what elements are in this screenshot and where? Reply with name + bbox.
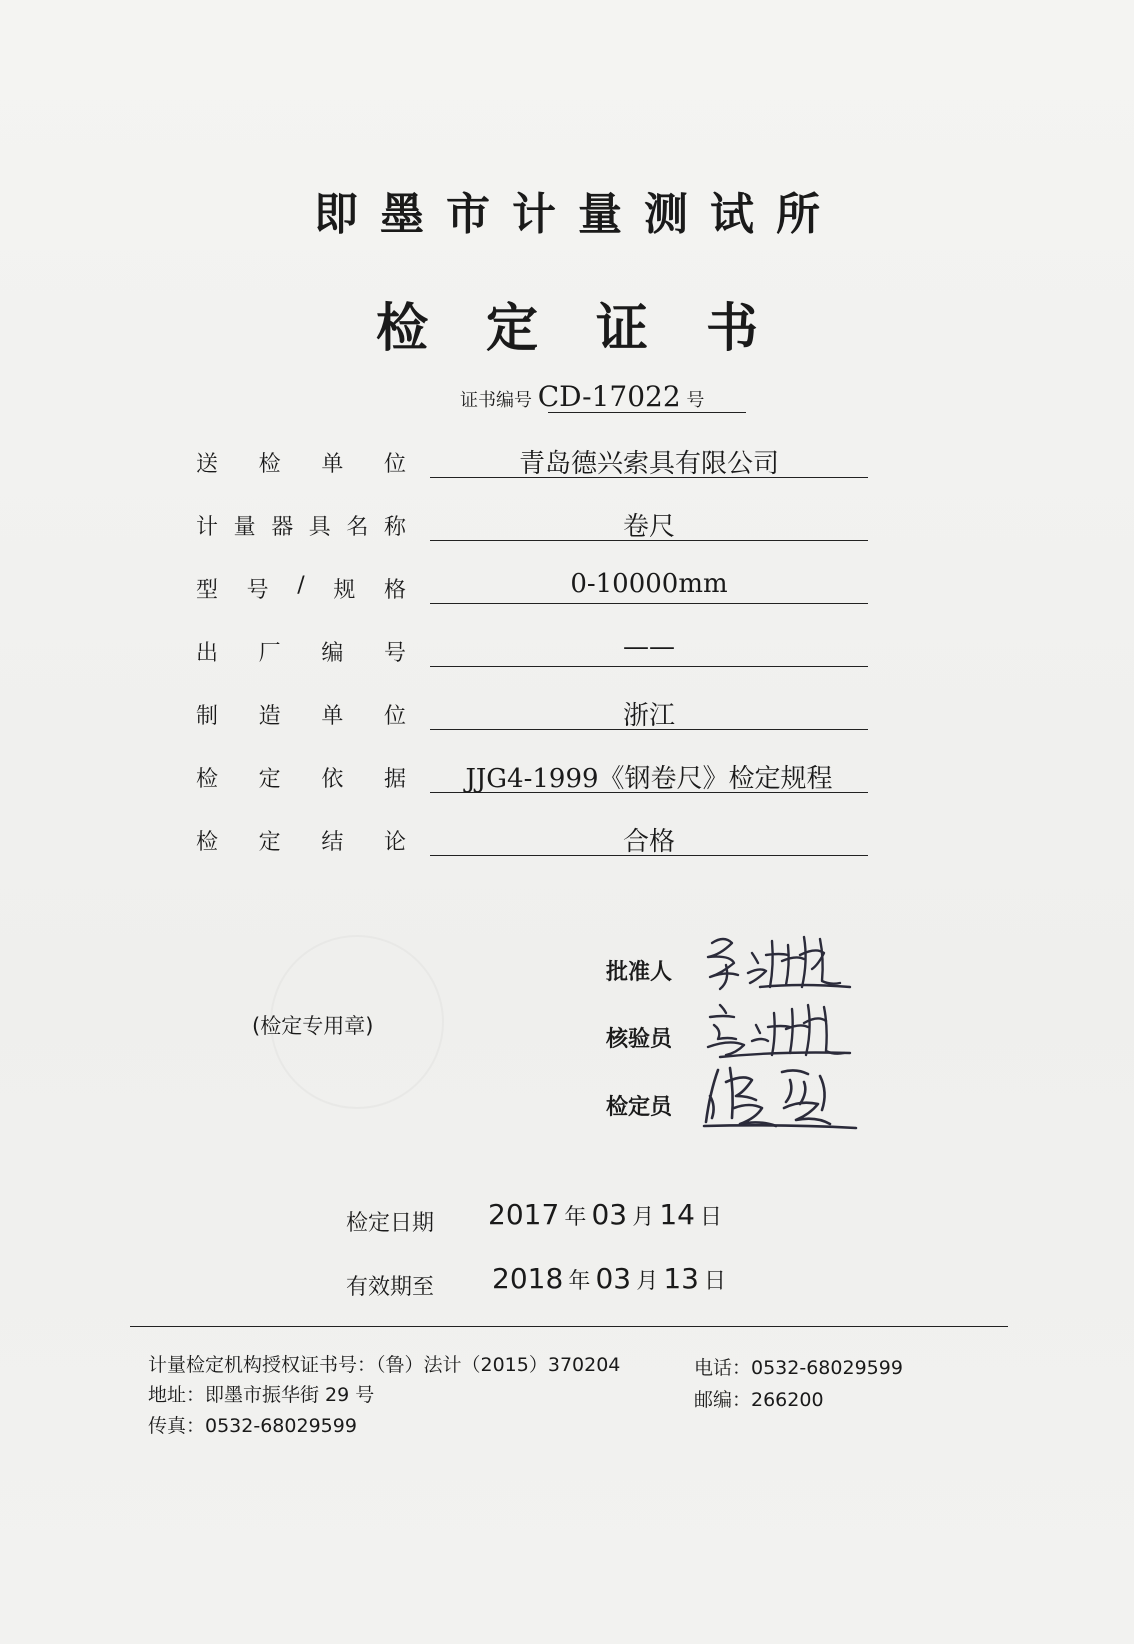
valid-year: 2018 (492, 1262, 564, 1295)
inspection-month: 03 (591, 1198, 628, 1231)
inspector-signature (700, 1062, 860, 1132)
field-label-char: 厂 (258, 641, 281, 666)
inspector-label: 检定员 (606, 1095, 673, 1120)
footer-divider (130, 1326, 1008, 1327)
inspection-date (488, 1198, 722, 1231)
field-label-char: 格 (383, 578, 406, 603)
field-label-char: 依 (321, 767, 344, 792)
field-label-char: 器 (271, 515, 294, 540)
field-value: 青岛德兴索具有限公司 (518, 449, 779, 479)
field-label-char: 型 (196, 578, 219, 603)
certificate-number-underline (548, 412, 746, 413)
field-label (196, 699, 406, 730)
field-value: 合格 (622, 827, 675, 857)
field-underline (430, 792, 868, 793)
field-underline (430, 729, 868, 730)
field-value: —— (623, 632, 675, 662)
field-label-char: 计 (196, 515, 219, 540)
authorization-number: 计量检定机构授权证书号：（鲁）法计（2015）370204 (148, 1354, 621, 1376)
inspection-day: 14 (659, 1198, 695, 1231)
field-label-char: 号 (383, 641, 406, 666)
approver-label: 批准人 (606, 960, 673, 985)
month-unit: 月 (632, 1205, 655, 1230)
field-label-char: 位 (383, 704, 406, 729)
field-value: 浙江 (622, 701, 675, 731)
field-underline (430, 666, 868, 667)
field-value: 卷尺 (622, 512, 675, 542)
field-label-char: 单 (321, 452, 344, 477)
field-label-char: 量 (233, 515, 256, 540)
field-label-char: 定 (258, 830, 281, 855)
month-unit: 月 (636, 1269, 659, 1294)
organization-name: 即墨市计量测试所 (314, 189, 842, 240)
field-label-char: 检 (196, 767, 219, 792)
field-label (196, 762, 406, 793)
field-label-char: 名 (346, 515, 369, 540)
field-label-char: 号 (246, 578, 269, 603)
postcode: 邮编：266200 (694, 1389, 824, 1411)
day-unit: 日 (700, 1205, 723, 1230)
valid-month: 03 (595, 1262, 632, 1295)
field-label (196, 573, 406, 604)
year-unit: 年 (564, 1205, 587, 1230)
inspection-date-label: 检定日期 (346, 1211, 435, 1236)
field-label-char: 位 (383, 452, 406, 477)
valid-day: 13 (663, 1262, 699, 1295)
field-label (196, 510, 406, 541)
document-title: 检定证书 (375, 299, 816, 359)
field-label-char: / (297, 573, 305, 598)
verifier-label: 核验员 (606, 1027, 673, 1052)
field-label-char: 称 (383, 515, 406, 540)
field-label-char: 制 (196, 704, 219, 729)
field-label-char: 具 (308, 515, 331, 540)
field-label (196, 825, 406, 856)
field-underline (430, 477, 868, 478)
field-label-char: 检 (258, 452, 281, 477)
certificate-number-value: CD-17022 (537, 380, 681, 413)
valid-until-date (492, 1262, 726, 1295)
field-label-char: 据 (383, 767, 406, 792)
field-label-char: 定 (258, 767, 281, 792)
field-label-char: 论 (383, 830, 406, 855)
field-label-char: 结 (321, 830, 344, 855)
field-value: 0-10000mm (570, 569, 728, 599)
field-underline (430, 540, 868, 541)
field-label-char: 单 (321, 704, 344, 729)
inspection-year: 2017 (488, 1198, 560, 1231)
fax-number: 传真：0532-68029599 (148, 1415, 357, 1437)
field-label-char: 送 (196, 452, 219, 477)
field-value: JJG4-1999《钢卷尺》检定规程 (465, 764, 833, 794)
field-label (196, 636, 406, 667)
field-label-char: 编 (321, 641, 344, 666)
field-underline (430, 855, 868, 856)
field-label-char: 造 (258, 704, 281, 729)
day-unit: 日 (704, 1269, 727, 1294)
field-label (196, 447, 406, 478)
seal-caption: (检定专用章) (252, 1014, 374, 1038)
phone-number: 电话：0532-68029599 (694, 1357, 903, 1379)
address: 地址：即墨市振华街 29 号 (148, 1384, 375, 1406)
certificate-number-label: 证书编号 (460, 390, 532, 411)
field-label-char: 出 (196, 641, 219, 666)
certificate-number-suffix: 号 (686, 390, 705, 411)
approver-signature (700, 925, 860, 995)
field-label-char: 检 (196, 830, 219, 855)
year-unit: 年 (568, 1269, 591, 1294)
certificate-number (460, 380, 704, 413)
verifier-signature (700, 995, 860, 1065)
field-label-char: 规 (333, 578, 356, 603)
valid-until-label: 有效期至 (346, 1275, 435, 1300)
field-underline (430, 603, 868, 604)
